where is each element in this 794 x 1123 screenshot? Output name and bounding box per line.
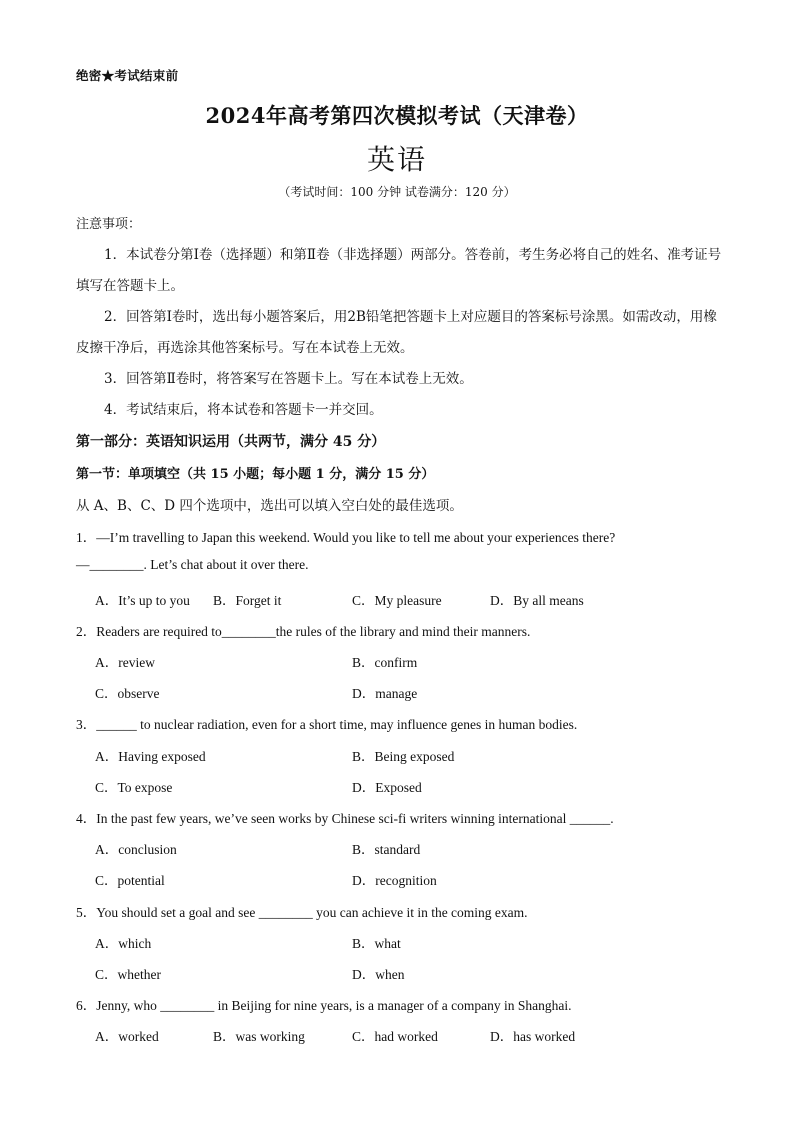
question-5-option-c: C．whether [95, 967, 161, 982]
question-3-stem: 3．______ to nuclear radiation, even for a short time, may influence genes in human bodies. [76, 717, 578, 732]
question-6-option-d: D．has worked [490, 1029, 576, 1044]
note-item-4: 4．考试结束后，将本试卷和答题卡一并交回。 [104, 402, 383, 418]
question-3-option-c: C．To expose [95, 780, 173, 795]
question-1-stem-reply: —________. Let’s chat about it over there. [76, 557, 309, 572]
question-5-option-a: A．which [95, 936, 152, 951]
part-one-title: 第一部分：英语知识运用（共两节，满分 45 分） [76, 434, 386, 450]
question-2-option-b: B．confirm [352, 655, 418, 670]
question-3-option-d: D．Exposed [352, 780, 422, 795]
exam-time-info: （考试时间：100 分钟 试卷满分：120 分） [278, 185, 516, 199]
question-4-option-a: A．conclusion [95, 842, 177, 857]
question-4-stem: 4．In the past few years, we’ve seen works by Chinese sci-fi writers winning international ______. [76, 811, 614, 826]
question-1-option-d: D．By all means [490, 593, 584, 608]
question-4-option-b: B．standard [352, 842, 421, 857]
question-3-option-b: B．Being exposed [352, 749, 455, 764]
question-1-option-a: A．It’s up to you [95, 593, 190, 608]
question-3-option-a: A．Having exposed [95, 749, 206, 764]
confidential-label: 绝密★考试结束前 [76, 68, 179, 83]
question-5-stem: 5．You should set a goal and see ________ you can achieve it in the coming exam. [76, 905, 528, 920]
exam-title: 2024年高考第四次模拟考试（天津卷） [205, 103, 589, 128]
subject-title: 英语 [366, 143, 427, 176]
section-instruction: 从 A、B、C、D 四个选项中，选出可以填入空白处的最佳选项。 [76, 498, 463, 514]
question-6-option-b: B．was working [213, 1029, 305, 1044]
section-one-title: 第一节：单项填空（共 15 小题；每小题 1 分，满分 15 分） [76, 467, 435, 482]
question-4-option-c: C．potential [95, 873, 165, 888]
question-5-option-d: D．when [352, 967, 405, 982]
question-2-option-a: A．review [95, 655, 155, 670]
question-6-stem: 6．Jenny, who ________ in Beijing for nine years, is a manager of a company in Shanghai. [76, 998, 572, 1013]
question-4-option-d: D．recognition [352, 873, 437, 888]
question-2-option-d: D．manage [352, 686, 418, 701]
notes-heading: 注意事项： [76, 217, 142, 232]
note-item-1: 1．本试卷分第Ⅰ卷（选择题）和第Ⅱ卷（非选择题）两部分。答卷前，考生务必将自己的姓名、准考证号填写在答题卡上。 [76, 247, 722, 294]
question-6-option-c: C．had worked [352, 1029, 438, 1044]
question-1-option-c: C．My pleasure [352, 593, 442, 608]
question-1-stem: 1．—I’m travelling to Japan this weekend. Would you like to tell me about your experiences there? [76, 530, 616, 545]
question-5-option-b: B．what [352, 936, 401, 951]
question-2-option-c: C．observe [95, 686, 160, 701]
question-1-option-b: B．Forget it [213, 593, 282, 608]
note-item-2: 2．回答第Ⅰ卷时，选出每小题答案后，用2B铅笔把答题卡上对应题目的答案标号涂黑。如需改动，用橡皮擦干净后，再选涂其他答案标号。写在本试卷上无效。 [76, 309, 717, 356]
question-6-option-a: A．worked [95, 1029, 159, 1044]
question-2-stem: 2．Readers are required to________the rules of the library and mind their manners. [76, 624, 531, 639]
note-item-3: 3．回答第Ⅱ卷时，将答案写在答题卡上。写在本试卷上无效。 [104, 371, 473, 387]
